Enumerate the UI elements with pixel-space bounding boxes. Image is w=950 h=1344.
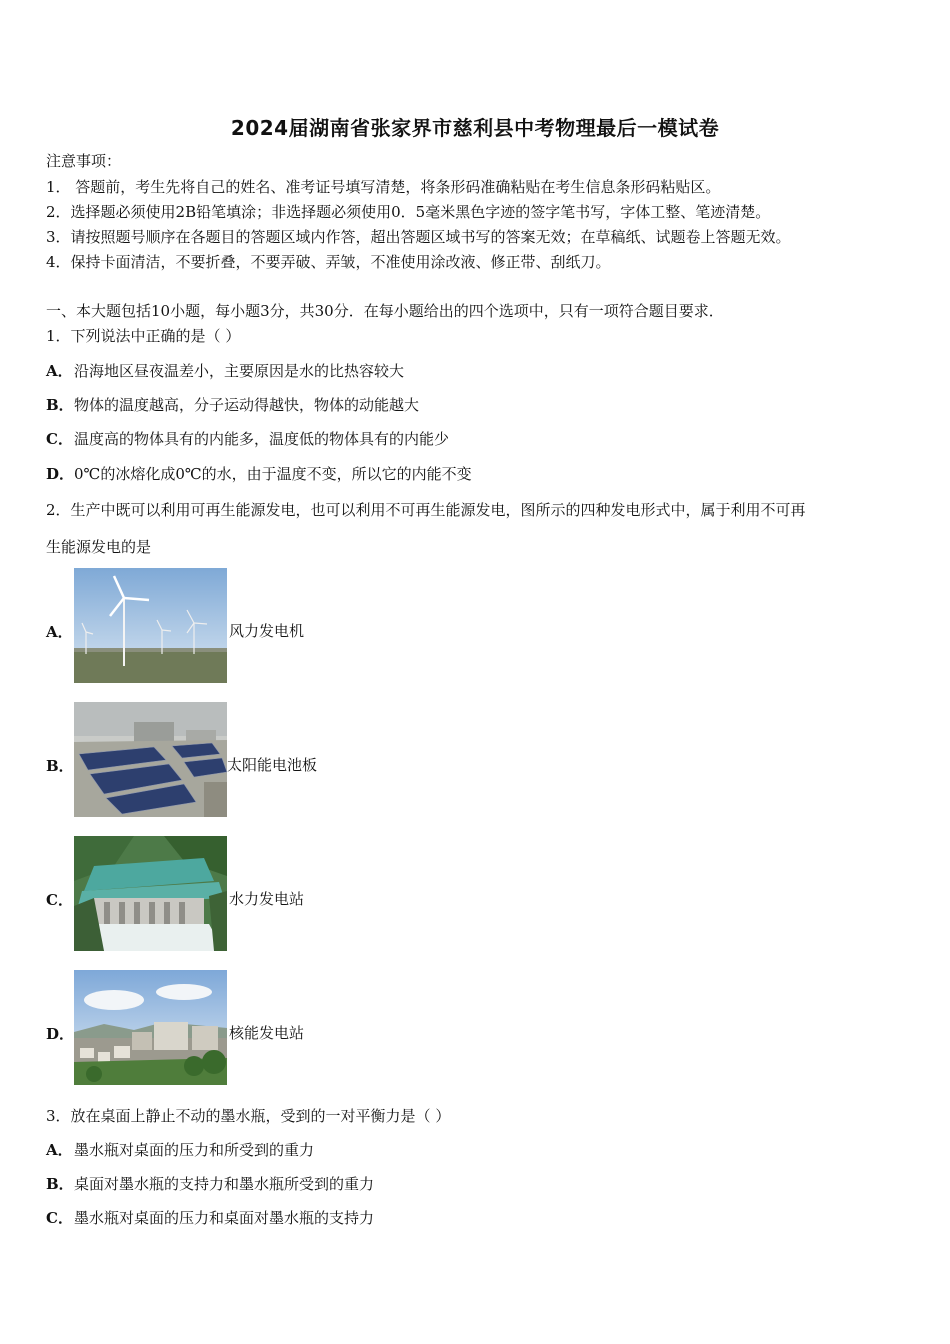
option-letter: A． xyxy=(46,1141,73,1159)
nuclear-plant-image xyxy=(74,970,227,1085)
q1-option-b xyxy=(46,395,419,415)
notice-item-4: 4．保持卡面清洁，不要折叠，不要弄破、弄皱，不准使用涂改液、修正带、刮纸刀。 xyxy=(46,253,611,271)
option-text: 0℃的冰熔化成0℃的水，由于温度不变，所以它的内能不变 xyxy=(74,465,472,483)
q3-option-c xyxy=(46,1208,374,1228)
option-text: 物体的温度越高，分子运动得越快，物体的动能越大 xyxy=(74,396,420,414)
option-text: 墨水瓶对桌面的压力和所受到的重力 xyxy=(74,1141,315,1159)
option-text: 桌面对墨水瓶的支持力和墨水瓶所受到的重力 xyxy=(74,1175,375,1193)
solar-panel-image xyxy=(74,702,227,817)
q1-stem: 1．下列说法中正确的是（ ） xyxy=(46,327,241,345)
q1-option-a xyxy=(46,361,404,381)
q2-option-d-letter: D． xyxy=(46,1025,75,1043)
option-text: 沿海地区昼夜温差小，主要原因是水的比热容较大 xyxy=(74,362,405,380)
option-letter: A． xyxy=(46,362,73,380)
q2-option-b-letter: B． xyxy=(46,757,74,775)
q2-option-c-letter: C． xyxy=(46,891,73,909)
option-letter: C． xyxy=(46,1209,73,1227)
notice-item-2: 2．选择题必须使用2B铅笔填涂；非选择题必须使用0．5毫米黑色字迹的签字笔书写，字体工整、笔迹清楚。 xyxy=(46,203,771,221)
q2-stem-line1: 2．生产中既可以利用可再生能源发电，也可以利用不可再生能源发电，图所示的四种发电形式中，属于利用不可再 xyxy=(46,501,806,519)
section-heading: 一、本大题包括10小题，每小题3分，共30分．在每小题给出的四个选项中，只有一项符合题目要求． xyxy=(46,302,724,320)
wind-turbine-image xyxy=(74,568,227,683)
option-text: 温度高的物体具有的内能多，温度低的物体具有的内能少 xyxy=(74,430,450,448)
option-text: 墨水瓶对桌面的压力和桌面对墨水瓶的支持力 xyxy=(74,1209,375,1227)
q2-stem-line2: 生能源发电的是 xyxy=(46,538,152,556)
q2-option-c-label: 水力发电站 xyxy=(229,890,305,908)
q2-option-a-label: 风力发电机 xyxy=(229,622,305,640)
notice-item-1: 1． 答题前，考生先将自己的姓名、准考证号填写清楚，将条形码准确粘贴在考生信息条形码粘贴区。 xyxy=(46,178,721,196)
option-letter: B． xyxy=(46,396,74,414)
notice-heading: 注意事项： xyxy=(46,152,122,170)
option-letter: B． xyxy=(46,1175,74,1193)
q2-option-b-label: 太阳能电池板 xyxy=(227,756,318,774)
notice-item-3: 3．请按照题号顺序在各题目的答题区域内作答，超出答题区域书写的答案无效；在草稿纸、试题卷上答题无效。 xyxy=(46,228,791,246)
page-title: 2024届湖南省张家界市慈利县中考物理最后一模试卷 xyxy=(230,116,720,140)
q3-option-b xyxy=(46,1174,374,1194)
q3-option-a xyxy=(46,1140,314,1160)
q2-option-a-letter: A． xyxy=(46,623,73,641)
option-letter: D． xyxy=(46,465,75,483)
q1-option-c xyxy=(46,429,449,449)
hydro-dam-image xyxy=(74,836,227,951)
q3-stem: 3．放在桌面上静止不动的墨水瓶，受到的一对平衡力是（ ） xyxy=(46,1107,451,1125)
q1-option-d xyxy=(46,464,472,484)
q2-option-d-label: 核能发电站 xyxy=(229,1024,305,1042)
option-letter: C． xyxy=(46,430,73,448)
